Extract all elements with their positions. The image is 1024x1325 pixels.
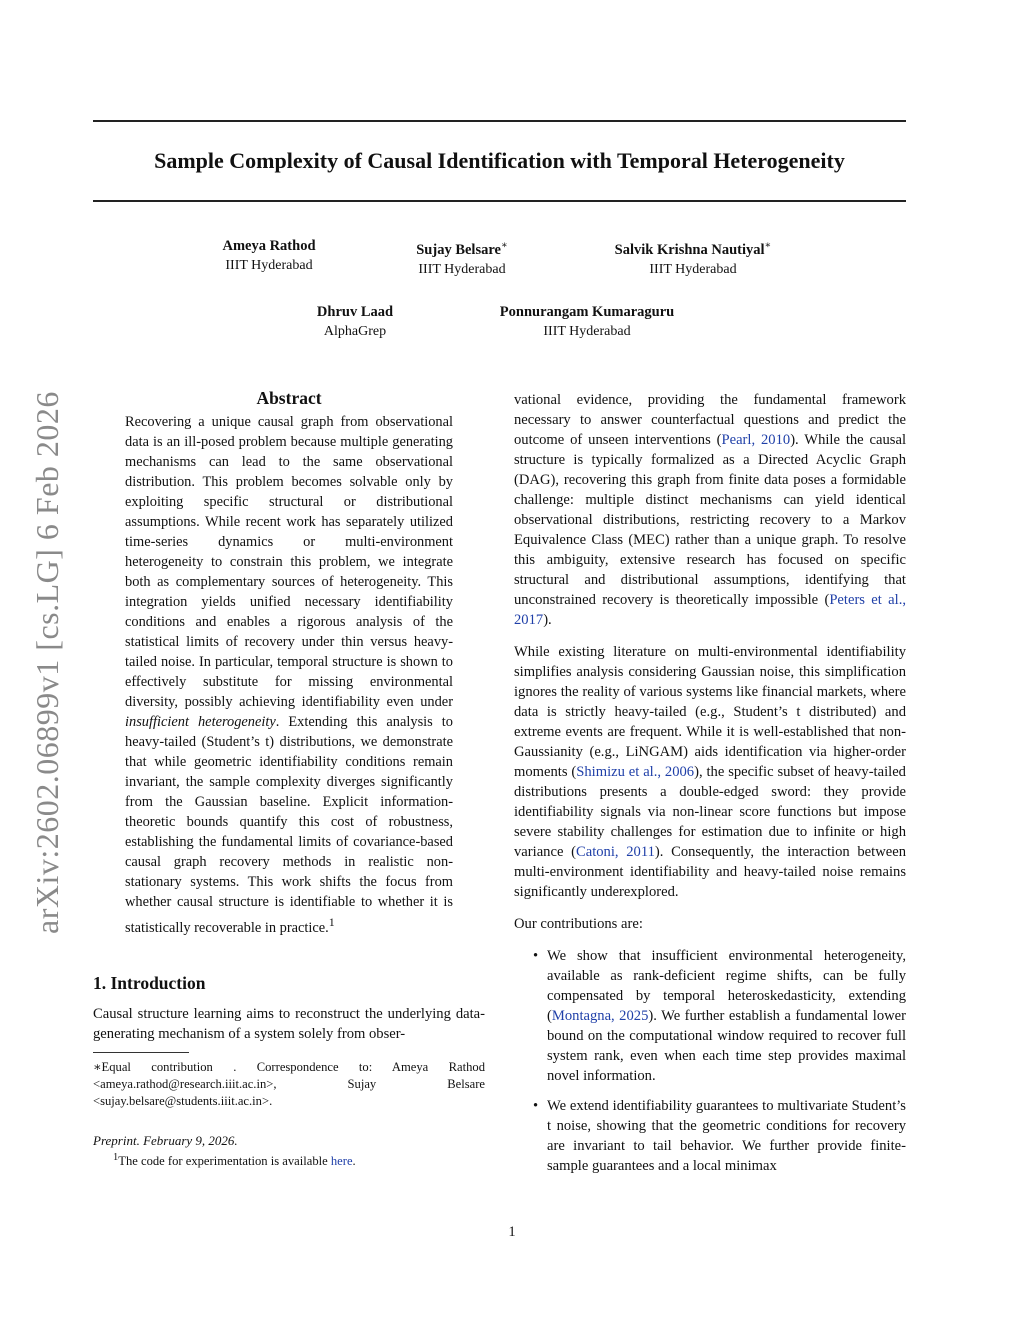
page-number: 1: [508, 1224, 516, 1240]
abstract-heading: Abstract: [256, 388, 322, 408]
author-name: Dhruv Laad: [316, 304, 394, 320]
introduction-heading: 1. Introduction: [93, 972, 206, 993]
left-column: [93, 386, 485, 1170]
abstract-body: Recovering a unique causal graph from observational data is an ill-posed problem because multiple generating mechanisms can lead to the same observational distribution. This problem becomes solvable only by exploiting specific structural or distributional assumptions. While recent work has separately utilized time-series dynamics or multi-environment heterogeneity to constrain this problem, we integrate both as complementary sources of heterogeneity. This integration yields unified necessary identifiability conditions and enables a rigorous analysis of the statistical limits of recovery under thin versus heavy-tailed noise. In particular, temporal structure is shown to effectively substitute for missing environmental diversity, possibly achieving identifiability even under insufficient heterogeneity. Extending this analysis to heavy-tailed (Student’s t) distributions, we demonstrate that while geometric identifiability conditions remain invariant, the sample complexity diverges significantly from the Gaussian baseline. Explicit information-theoretic bounds quantify this cost of robustness, establishing the fundamental limits of covariance-based causal graph recovery methods in realistic non-stationary systems. This work shifts the focus from whether causal structure is identifiable to whether it is statistically recoverable in practice.$^1$: [125, 414, 453, 936]
author-name: Salvik Krishna Nautiyal∗: [614, 240, 772, 258]
introduction-paragraph: Causal structure learning aims to reconstruct the underlying data-generating mechanism of a system solely from obser-: [93, 1005, 485, 1042]
arxiv-stamp-text: arXiv:2602.06899v1 [cs.LG] 6 Feb 2026: [28, 391, 65, 934]
contributions-list: [514, 946, 906, 1176]
footnote-rule: [93, 1052, 189, 1053]
author-block-4: [225, 302, 485, 342]
author-name: Ponnurangam Kumaraguru: [499, 304, 675, 320]
author-affiliation: IIIT Hyderabad: [649, 261, 737, 277]
title-top-rule: [93, 120, 906, 122]
bullet-icon: •: [533, 1098, 539, 1114]
author-block-5: [457, 302, 717, 342]
abstract-footnote-mark: 1: [328, 915, 335, 929]
right-column: [514, 390, 906, 1186]
preprint-date: Preprint. February 9, 2026.: [93, 1132, 238, 1148]
author-affiliation: IIIT Hyderabad: [543, 324, 631, 339]
author-affiliation: AlphaGrep: [323, 324, 387, 339]
abstract-italic-phrase: insufficient heterogeneity: [125, 714, 276, 730]
citation-link[interactable]: Catoni, 2011: [575, 844, 655, 860]
citation-link[interactable]: Pearl, 2010: [721, 432, 791, 448]
contribution-item: • We show that insufficient environmental heterogeneity, available as rank-deficient regime shifts, can be fully compensated by temporal heteroskedasticity, extending (Montagna, 2025). We further establish a fundamental lower bound on the computational window required to recover full system rank, even when each time step provides maximal novel information.: [533, 948, 906, 1084]
code-link[interactable]: here: [330, 1153, 353, 1168]
footnote-equal-contribution: ∗Equal contribution . Correspondence to: Ameya Rathod <ameya.rathod@research.iiit.ac.in>, Sujay Belsare <sujay.belsare@students.iiit.ac.in>.: [93, 1059, 485, 1108]
citation-link[interactable]: Montagna, 2025: [551, 1008, 649, 1024]
author-affiliation: IIIT Hyderabad: [418, 261, 506, 277]
bullet-icon: •: [533, 948, 539, 964]
contributions-intro: Our contributions are:: [514, 916, 643, 932]
intro-paragraph-2: While existing literature on multi-environmental identifiability simplifies analysis considering Gaussian noise, this simplification ignores the reality of various systems like financial markets, where data is strictly heavy-tailed (e.g., Student’s t distributed) and extreme events are frequent. While it is well-established that non-Gaussianity (e.g., LiNGAM) aids identification via higher-order moments (Shimizu et al., 2006), the specific subset of heavy-tailed distributions presents a double-edged sword: they provide identifiability signals via non-linear score functions but impose severe stability challenges for estimation due to infinite or high variance (Catoni, 2011). Consequently, the interaction between multi-environment identifiability and heavy-tailed noise remains significantly underexplored.: [514, 644, 906, 900]
author-block-2: [332, 236, 592, 280]
arxiv-identifier-stamp: [29, 380, 65, 945]
author-affiliation: IIIT Hyderabad: [225, 258, 313, 273]
paper-title: Sample Complexity of Causal Identification with Temporal Heterogeneity: [154, 148, 845, 173]
author-name: Ameya Rathod: [222, 238, 316, 254]
footnote-code: $^1$The code for experimentation is available here.: [113, 1151, 356, 1168]
citation-link[interactable]: Shimizu et al., 2006: [576, 764, 695, 780]
title-bottom-rule: [93, 200, 906, 202]
contribution-item: • We extend identifiability guarantees to multivariate Student’s t noise, showing that the geometric conditions for recovery are invariant to tail behavior. We further provide finite-sample guarantees and a local minimax: [533, 1098, 906, 1174]
citation-link[interactable]: Peters et al., 2017: [514, 592, 906, 628]
author-block-3: [563, 236, 823, 280]
author-name: Sujay Belsare∗: [416, 240, 508, 258]
intro-paragraph-1: vational evidence, providing the fundamental framework necessary to answer counterfactual questions and predict the outcome of unseen interventions (Pearl, 2010). While the causal structure is typically formalized as a Directed Acyclic Graph (DAG), recovering this graph from finite data poses a formidable challenge: multiple distinct mechanisms can yield identical observational distributions, restricting recovery to a Markov Equivalence Class (MEC) rather than a unique graph. To resolve this ambiguity, extensive research has focused on specific structural and distributional assumptions, identifying that unconstrained recovery is theoretically impossible (Peters et al., 2017).: [514, 392, 906, 628]
